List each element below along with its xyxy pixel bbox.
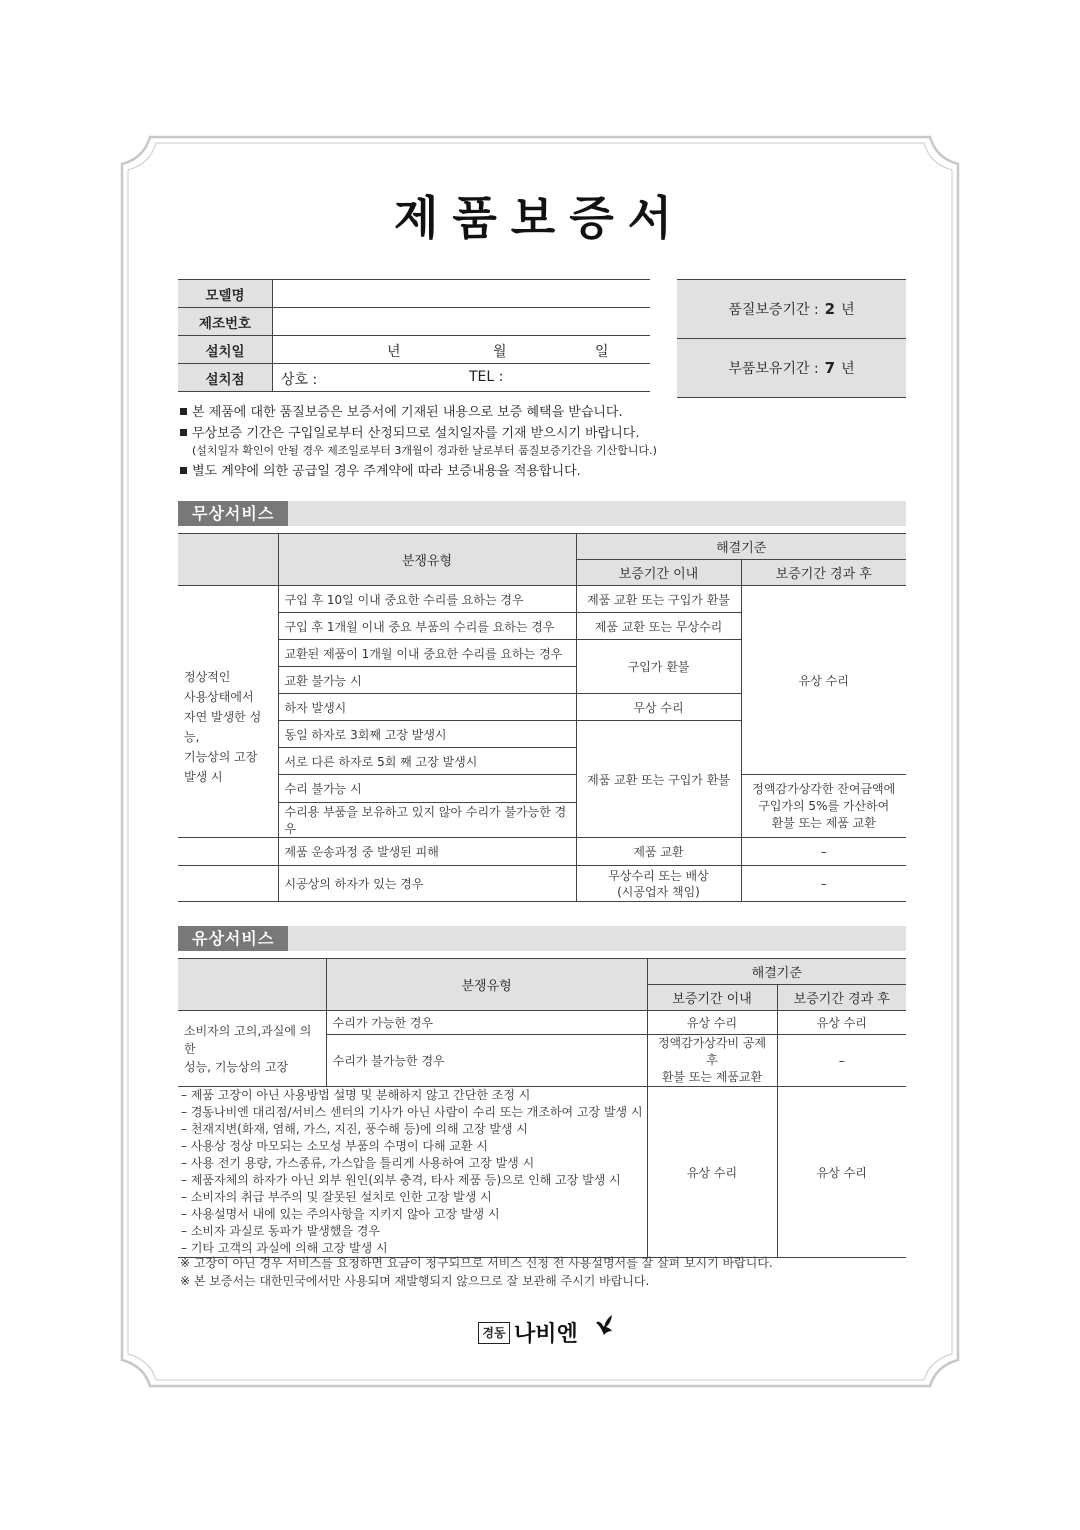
model-field[interactable] — [273, 280, 651, 308]
free-service-header — [178, 501, 906, 526]
quality-period: 품질보증기간 : 2 년 — [677, 280, 906, 339]
after-header: 보증기간 경과 후 — [741, 560, 906, 586]
install-place-field[interactable] — [273, 364, 651, 392]
free-category: 정상적인 사용상태에서 자연 발생한 성능, 기능상의 고장 발생 시 — [178, 586, 278, 838]
product-info-table — [178, 279, 650, 392]
page-title: 제품보증서 — [393, 191, 687, 245]
criteria-header: 해결기준 — [576, 534, 906, 560]
serial-field[interactable] — [273, 308, 651, 336]
company-label: 상호 : — [281, 372, 318, 388]
note-item: 별도 계약에 의한 공급일 경우 주계약에 따라 보증내용을 적용합니다. — [180, 461, 657, 482]
square-bullet-icon — [180, 467, 187, 474]
paid-service-table: 분쟁유형 해결기준 보증기간 이내 보증기간 경과 후 소비자의 고의,과실에 의한 성능, 기능상의 고장 수리가 가능한 경우 유상 수리 유상 수리 수리가 불가능한 경우 정액감가상각비 공제 후 환불 또는 제품교환 – – 제품 고장이 아닌 사용방법 설명 및 분해하지 않고 간단한 조정 시 – 경동나비엔 대리점/서비스 센터의 기사가 아닌 사람이 수리 또는 개조하여 고장 발생 시 – 천재지변(화재, 염해, 가스, 지진, 풍수해 등)에 의해 고장 발생 시 – 사용상 정상 마모되는 소모성 부품의 수명이 다해 교환 시 – 사용 전기 용량, 가스종류, 가스압을 틀리게 사용하여 고장 발생 시 – 제품자체의 하자가 아닌 외부 원인(외부 충격, 타사 제품 등)으로 인해 고장 발생 시 – 소비자의 취급 부주의 및 잘못된 설치로 인한 고장 발생 시 – 사용설명서 내에 있는 주의사항을 지키지 않아 고장 발생 시 – 소비자 과실로 동파가 발생했을 경우 – 기타 고객의 과실에 의해 고장 발생 시 유상 수리 유상 수리 — [178, 958, 906, 1258]
footnote: ※ 본 보증서는 대한민국에서만 사용되며 재발행되지 않으므로 잘 보관해 주시기 바랍니다. — [180, 1274, 650, 1288]
parts-value: 7 — [824, 359, 836, 377]
butterfly-icon — [594, 1315, 614, 1337]
table-row: 교환된 제품이 1개월 이내 중요한 수리를 요하는 경우 — [278, 640, 576, 667]
table-row: 동일 하자로 3회째 고장 발생시 — [278, 721, 576, 748]
table-row: 수리용 부품을 보유하고 있지 않아 수리가 불가능한 경우 — [278, 803, 576, 838]
section-title: 유상서비스 — [178, 926, 288, 951]
brand-logo — [478, 1315, 618, 1355]
table-row: 구입 후 10일 이내 중요한 수리를 요하는 경우 — [278, 586, 576, 613]
logo-box: 경동 — [478, 1322, 510, 1344]
paid-category: 소비자의 고의,과실에 의한 성능, 기능상의 고장 — [178, 1011, 326, 1087]
footnotes — [180, 1254, 773, 1290]
note-item: 본 제품에 대한 품질보증은 보증서에 기재된 내용으로 보증 혜택을 받습니다. — [180, 402, 657, 423]
model-label: 모델명 — [178, 280, 273, 308]
within-header: 보증기간 이내 — [576, 560, 741, 586]
table-row: 구입 후 1개월 이내 중요 부품의 수리를 요하는 경우 — [278, 613, 576, 640]
table-row: 수리 불가능 시 — [278, 775, 576, 803]
square-bullet-icon — [180, 429, 187, 436]
criteria-header: 해결기준 — [647, 959, 906, 985]
month-label: 월 — [493, 344, 507, 360]
dispute-type-header: 분쟁유형 — [278, 534, 576, 586]
install-date-field[interactable] — [273, 336, 651, 364]
note-sub: (설치일자 확인이 안될 경우 제조일로부터 3개월이 경과한 날로부터 품질보증기간을 기산합니다.) — [192, 444, 657, 457]
year-label: 년 — [387, 344, 401, 360]
table-row: 서로 다른 하자로 5회 째 고장 발생시 — [278, 748, 576, 775]
day-label: 일 — [595, 344, 609, 360]
tel-label: TEL : — [469, 369, 504, 385]
table-row: 제품 운송과정 중 발생된 피해 — [278, 838, 576, 866]
logo-name: 나비엔 — [514, 1322, 578, 1347]
serial-label: 제조번호 — [178, 308, 273, 336]
table-row: 하자 발생시 — [278, 694, 576, 721]
warranty-period-table — [677, 279, 906, 398]
free-service-table: 분쟁유형 해결기준 보증기간 이내 보증기간 경과 후 정상적인 사용상태에서 자연 발생한 성능, 기능상의 고장 발생 시 구입 후 10일 이내 중요한 수리를 요하는 경우 제품 교환 또는 구입가 환불 유상 수리 구입 후 1개월 이내 중요 부품의 수리를 요하는 경우 제품 교환 또는 무상수리 교환된 제품이 1개월 이내 중요한 수리를 요하는 경우 구입가 환불 교환 불가능 시 하자 발생시 무상 수리 동일 하자로 3회째 고장 발생시 제품 교환 또는 구입가 환불 서로 다른 하자로 5회 째 고장 발생시 수리 불가능 시 정액감가상각한 잔여금액에 구입가의 5%를 가산하여 환불 또는 제품 교환 수리용 부품을 보유하고 있지 않아 수리가 불가능한 경우 제품 운송과정 중 발생된 피해 제품 교환 – 시공상의 하자가 있는 경우 무상수리 또는 배상 (시공업자 책임) – — [178, 533, 906, 902]
parts-period: 부품보유기간 : 7 년 — [677, 339, 906, 398]
table-row: 시공상의 하자가 있는 경우 — [278, 866, 576, 902]
note-item: 무상보증 기간은 구입일로부터 산정되므로 설치일자를 기재 받으시기 바랍니다. — [180, 423, 657, 444]
table-row: 수리가 불가능한 경우 — [326, 1035, 647, 1087]
square-bullet-icon — [180, 408, 187, 415]
notes — [180, 402, 657, 482]
paid-service-header — [178, 926, 906, 951]
within-header: 보증기간 이내 — [647, 985, 777, 1011]
install-date-label: 설치일 — [178, 336, 273, 364]
dispute-type-header: 분쟁유형 — [326, 959, 647, 1011]
table-row: 교환 불가능 시 — [278, 667, 576, 694]
table-row: 수리가 가능한 경우 — [326, 1011, 647, 1035]
section-title: 무상서비스 — [178, 501, 288, 526]
footnote: ※ 고장이 아닌 경우 서비스를 요청하면 요금이 청구되므로 서비스 신청 전 사용설명서를 잘 살펴 보시기 바랍니다. — [180, 1256, 773, 1270]
after-header: 보증기간 경과 후 — [777, 985, 906, 1011]
quality-value: 2 — [824, 300, 836, 318]
install-place-label: 설치점 — [178, 364, 273, 392]
paid-conditions: – 제품 고장이 아닌 사용방법 설명 및 분해하지 않고 간단한 조정 시 – 경동나비엔 대리점/서비스 센터의 기사가 아닌 사람이 수리 또는 개조하여 고장 발생 시 – 천재지변(화재, 염해, 가스, 지진, 풍수해 등)에 의해 고장 발생 시 – 사용상 정상 마모되는 소모성 부품의 수명이 다해 교환 시 – 사용 전기 용량, 가스종류, 가스압을 틀리게 사용하여 고장 발생 시 – 제품자체의 하자가 아닌 외부 원인(외부 충격, 타사 제품 등)으로 인해 고장 발생 시 – 소비자의 취급 부주의 및 잘못된 설치로 인한 고장 발생 시 – 사용설명서 내에 있는 주의사항을 지키지 않아 고장 발생 시 – 소비자 과실로 동파가 발생했을 경우 – 기타 고객의 과실에 의해 고장 발생 시 — [178, 1087, 647, 1258]
